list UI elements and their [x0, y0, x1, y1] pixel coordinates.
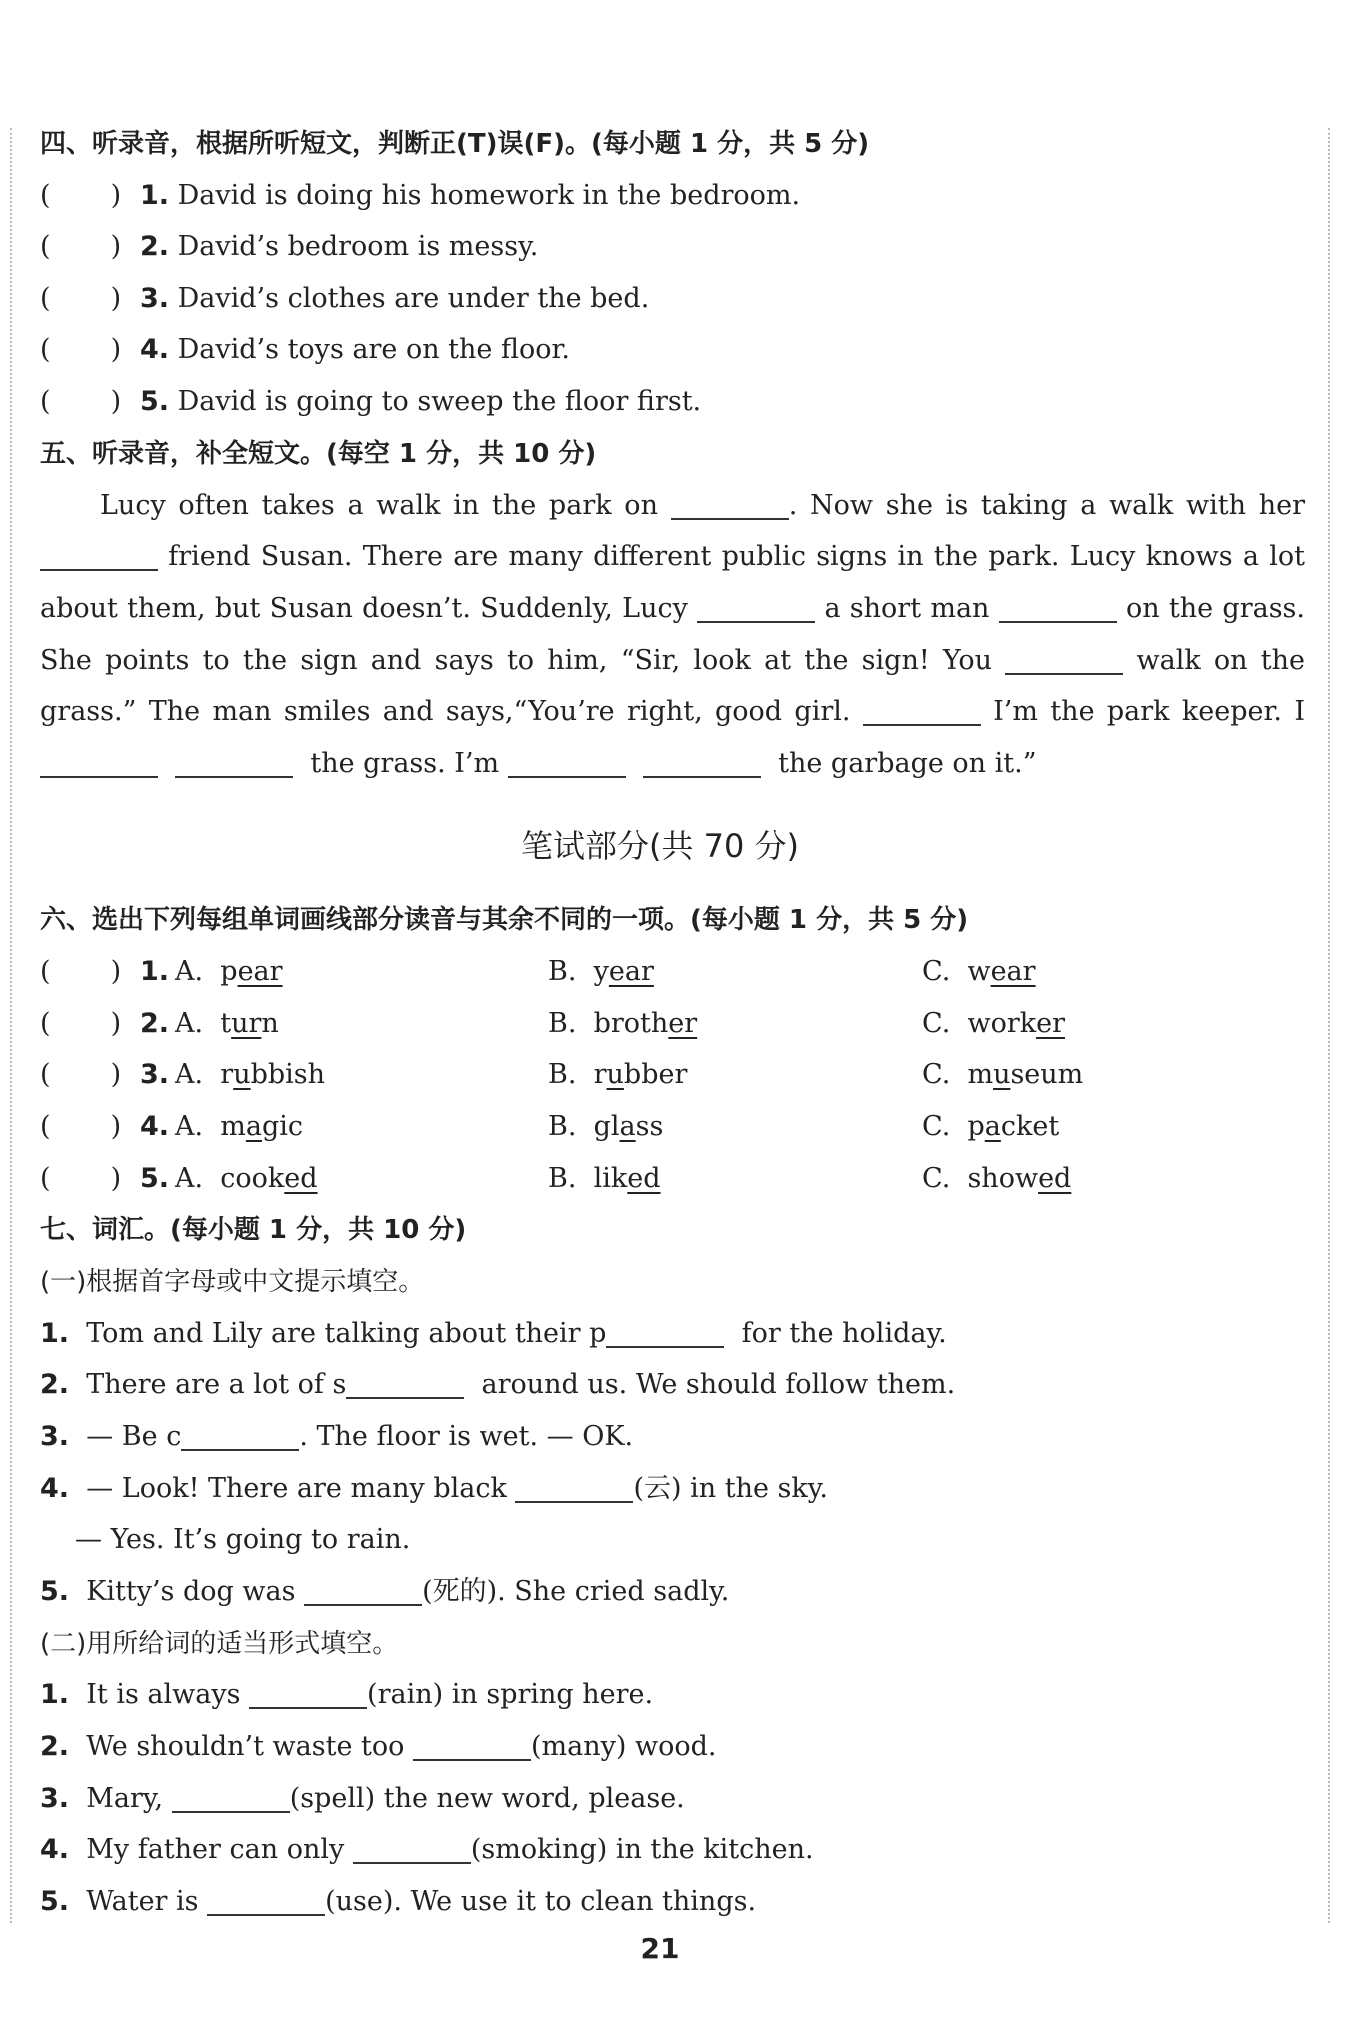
s5-line-4: She points to the sign and says to him, “Sir, look at the sign! You walk on the: [40, 635, 1305, 687]
option-c[interactable]: C. showed: [922, 1163, 1072, 1194]
s7a-q3: 3. — Be c . The floor is wet. — OK.: [40, 1411, 1350, 1463]
option-b[interactable]: B. year: [548, 956, 654, 987]
section-7-title: 七、词汇。(每小题 1 分，共 10 分): [40, 1215, 467, 1245]
s4-item-4: ( ) 4. David’s toys are on the floor.: [40, 324, 1350, 376]
s4-item-5: ( ) 5. David is going to sweep the floor first.: [40, 376, 1350, 428]
answer-paren[interactable]: ( ): [40, 1008, 122, 1039]
s7a-q1: 1. Tom and Lily are talking about their p for the holiday.: [40, 1308, 1350, 1360]
answer-paren[interactable]: ( ): [40, 231, 122, 262]
answer-blank[interactable]: [671, 484, 789, 520]
answer-paren[interactable]: ( ): [40, 1059, 122, 1090]
answer-blank[interactable]: [999, 587, 1117, 623]
option-c[interactable]: C. wear: [922, 956, 1036, 987]
option-b[interactable]: B. liked: [548, 1163, 661, 1194]
s6-item-1: ( ) 1. A. pear B. year C. wear: [40, 946, 1350, 998]
s6-item-3: ( ) 3. A. rubbish B. rubber C. museum: [40, 1049, 1350, 1101]
option-a[interactable]: A. turn: [175, 1008, 279, 1039]
answer-blank[interactable]: [172, 1777, 290, 1813]
answer-blank[interactable]: [643, 742, 761, 778]
answer-paren[interactable]: ( ): [40, 180, 122, 211]
s7a-q5: 5. Kitty’s dog was (死的). She cried sadly.: [40, 1566, 1350, 1618]
s5-line-2: friend Susan. There are many different public signs in the park. Lucy knows a lot: [40, 531, 1305, 583]
section-5-title: 五、听录音，补全短文。(每空 1 分，共 10 分): [40, 439, 597, 469]
section-7-part-a-title: (一)根据首字母或中文提示填空。: [40, 1267, 425, 1297]
answer-blank[interactable]: [1005, 639, 1123, 675]
option-a[interactable]: A. rubbish: [175, 1059, 326, 1090]
option-b[interactable]: B. rubber: [548, 1059, 688, 1090]
left-margin-line: [10, 128, 12, 1923]
answer-blank[interactable]: [508, 742, 626, 778]
section-6-title: 六、选出下列每组单词画线部分读音与其余不同的一项。(每小题 1 分，共 5 分): [40, 905, 969, 935]
section-4-title: 四、听录音，根据所听短文，判断正(T)误(F)。(每小题 1 分，共 5 分): [40, 129, 870, 159]
s7b-q5: 5. Water is (use). We use it to clean things.: [40, 1876, 1350, 1928]
s4-item-3: ( ) 3. David’s clothes are under the bed.: [40, 273, 1350, 325]
s5-line-6: the grass. I’m the garbage on it.”: [40, 738, 1350, 790]
s7b-q1: 1. It is always (rain) in spring here.: [40, 1669, 1350, 1721]
s6-item-2: ( ) 2. A. turn B. brother C. worker: [40, 998, 1350, 1050]
s4-item-1: ( ) 1. David is doing his homework in the bedroom.: [40, 170, 1350, 222]
s7b-q2: 2. We shouldn’t waste too (many) wood.: [40, 1721, 1350, 1773]
answer-blank[interactable]: [346, 1363, 464, 1399]
written-part-heading: 笔试部分(共 70 分): [520, 827, 800, 865]
answer-blank[interactable]: [304, 1570, 422, 1606]
answer-blank[interactable]: [606, 1312, 724, 1348]
option-b[interactable]: B. glass: [548, 1111, 664, 1142]
option-c[interactable]: C. museum: [922, 1059, 1084, 1090]
s7a-q4-response: — Yes. It’s going to rain.: [75, 1524, 411, 1555]
s7b-q4: 4. My father can only (smoking) in the kitchen.: [40, 1824, 1350, 1876]
answer-blank[interactable]: [249, 1673, 367, 1709]
answer-blank[interactable]: [697, 587, 815, 623]
answer-blank[interactable]: [40, 535, 158, 571]
s4-item-2: ( ) 2. David’s bedroom is messy.: [40, 221, 1350, 273]
answer-paren[interactable]: ( ): [40, 956, 122, 987]
s6-item-4: ( ) 4. A. magic B. glass C. packet: [40, 1101, 1350, 1153]
page-number: 21: [640, 1932, 680, 1965]
s5-line-5: grass.” The man smiles and says,“You’re right, good girl. I’m the park keeper. I: [40, 686, 1305, 738]
option-a[interactable]: A. pear: [175, 956, 283, 987]
answer-blank[interactable]: [515, 1467, 633, 1503]
answer-blank[interactable]: [413, 1725, 531, 1761]
answer-paren[interactable]: ( ): [40, 1163, 122, 1194]
answer-blank[interactable]: [175, 742, 293, 778]
option-a[interactable]: A. cooked: [175, 1163, 318, 1194]
answer-paren[interactable]: ( ): [40, 283, 122, 314]
answer-paren[interactable]: ( ): [40, 334, 122, 365]
option-a[interactable]: A. magic: [175, 1111, 304, 1142]
option-c[interactable]: C. worker: [922, 1008, 1065, 1039]
answer-blank[interactable]: [863, 690, 981, 726]
s7b-q3: 3. Mary, (spell) the new word, please.: [40, 1773, 1350, 1825]
s5-line-3: about them, but Susan doesn’t. Suddenly, Lucy a short man on the grass.: [40, 583, 1305, 635]
option-b[interactable]: B. brother: [548, 1008, 698, 1039]
answer-blank[interactable]: [40, 742, 158, 778]
answer-blank[interactable]: [181, 1415, 299, 1451]
answer-blank[interactable]: [207, 1880, 325, 1916]
answer-blank[interactable]: [353, 1828, 471, 1864]
s7a-q4: 4. — Look! There are many black (云) in the sky.: [40, 1463, 1350, 1515]
answer-paren[interactable]: ( ): [40, 1111, 122, 1142]
s5-line-1: Lucy often takes a walk in the park on . Now she is taking a walk with her: [100, 480, 1305, 532]
s6-item-5: ( ) 5. A. cooked B. liked C. showed: [40, 1153, 1350, 1205]
option-c[interactable]: C. packet: [922, 1111, 1060, 1142]
section-7-part-b-title: (二)用所给词的适当形式填空。: [40, 1629, 399, 1659]
answer-paren[interactable]: ( ): [40, 386, 122, 417]
s7a-q2: 2. There are a lot of s around us. We should follow them.: [40, 1359, 1350, 1411]
